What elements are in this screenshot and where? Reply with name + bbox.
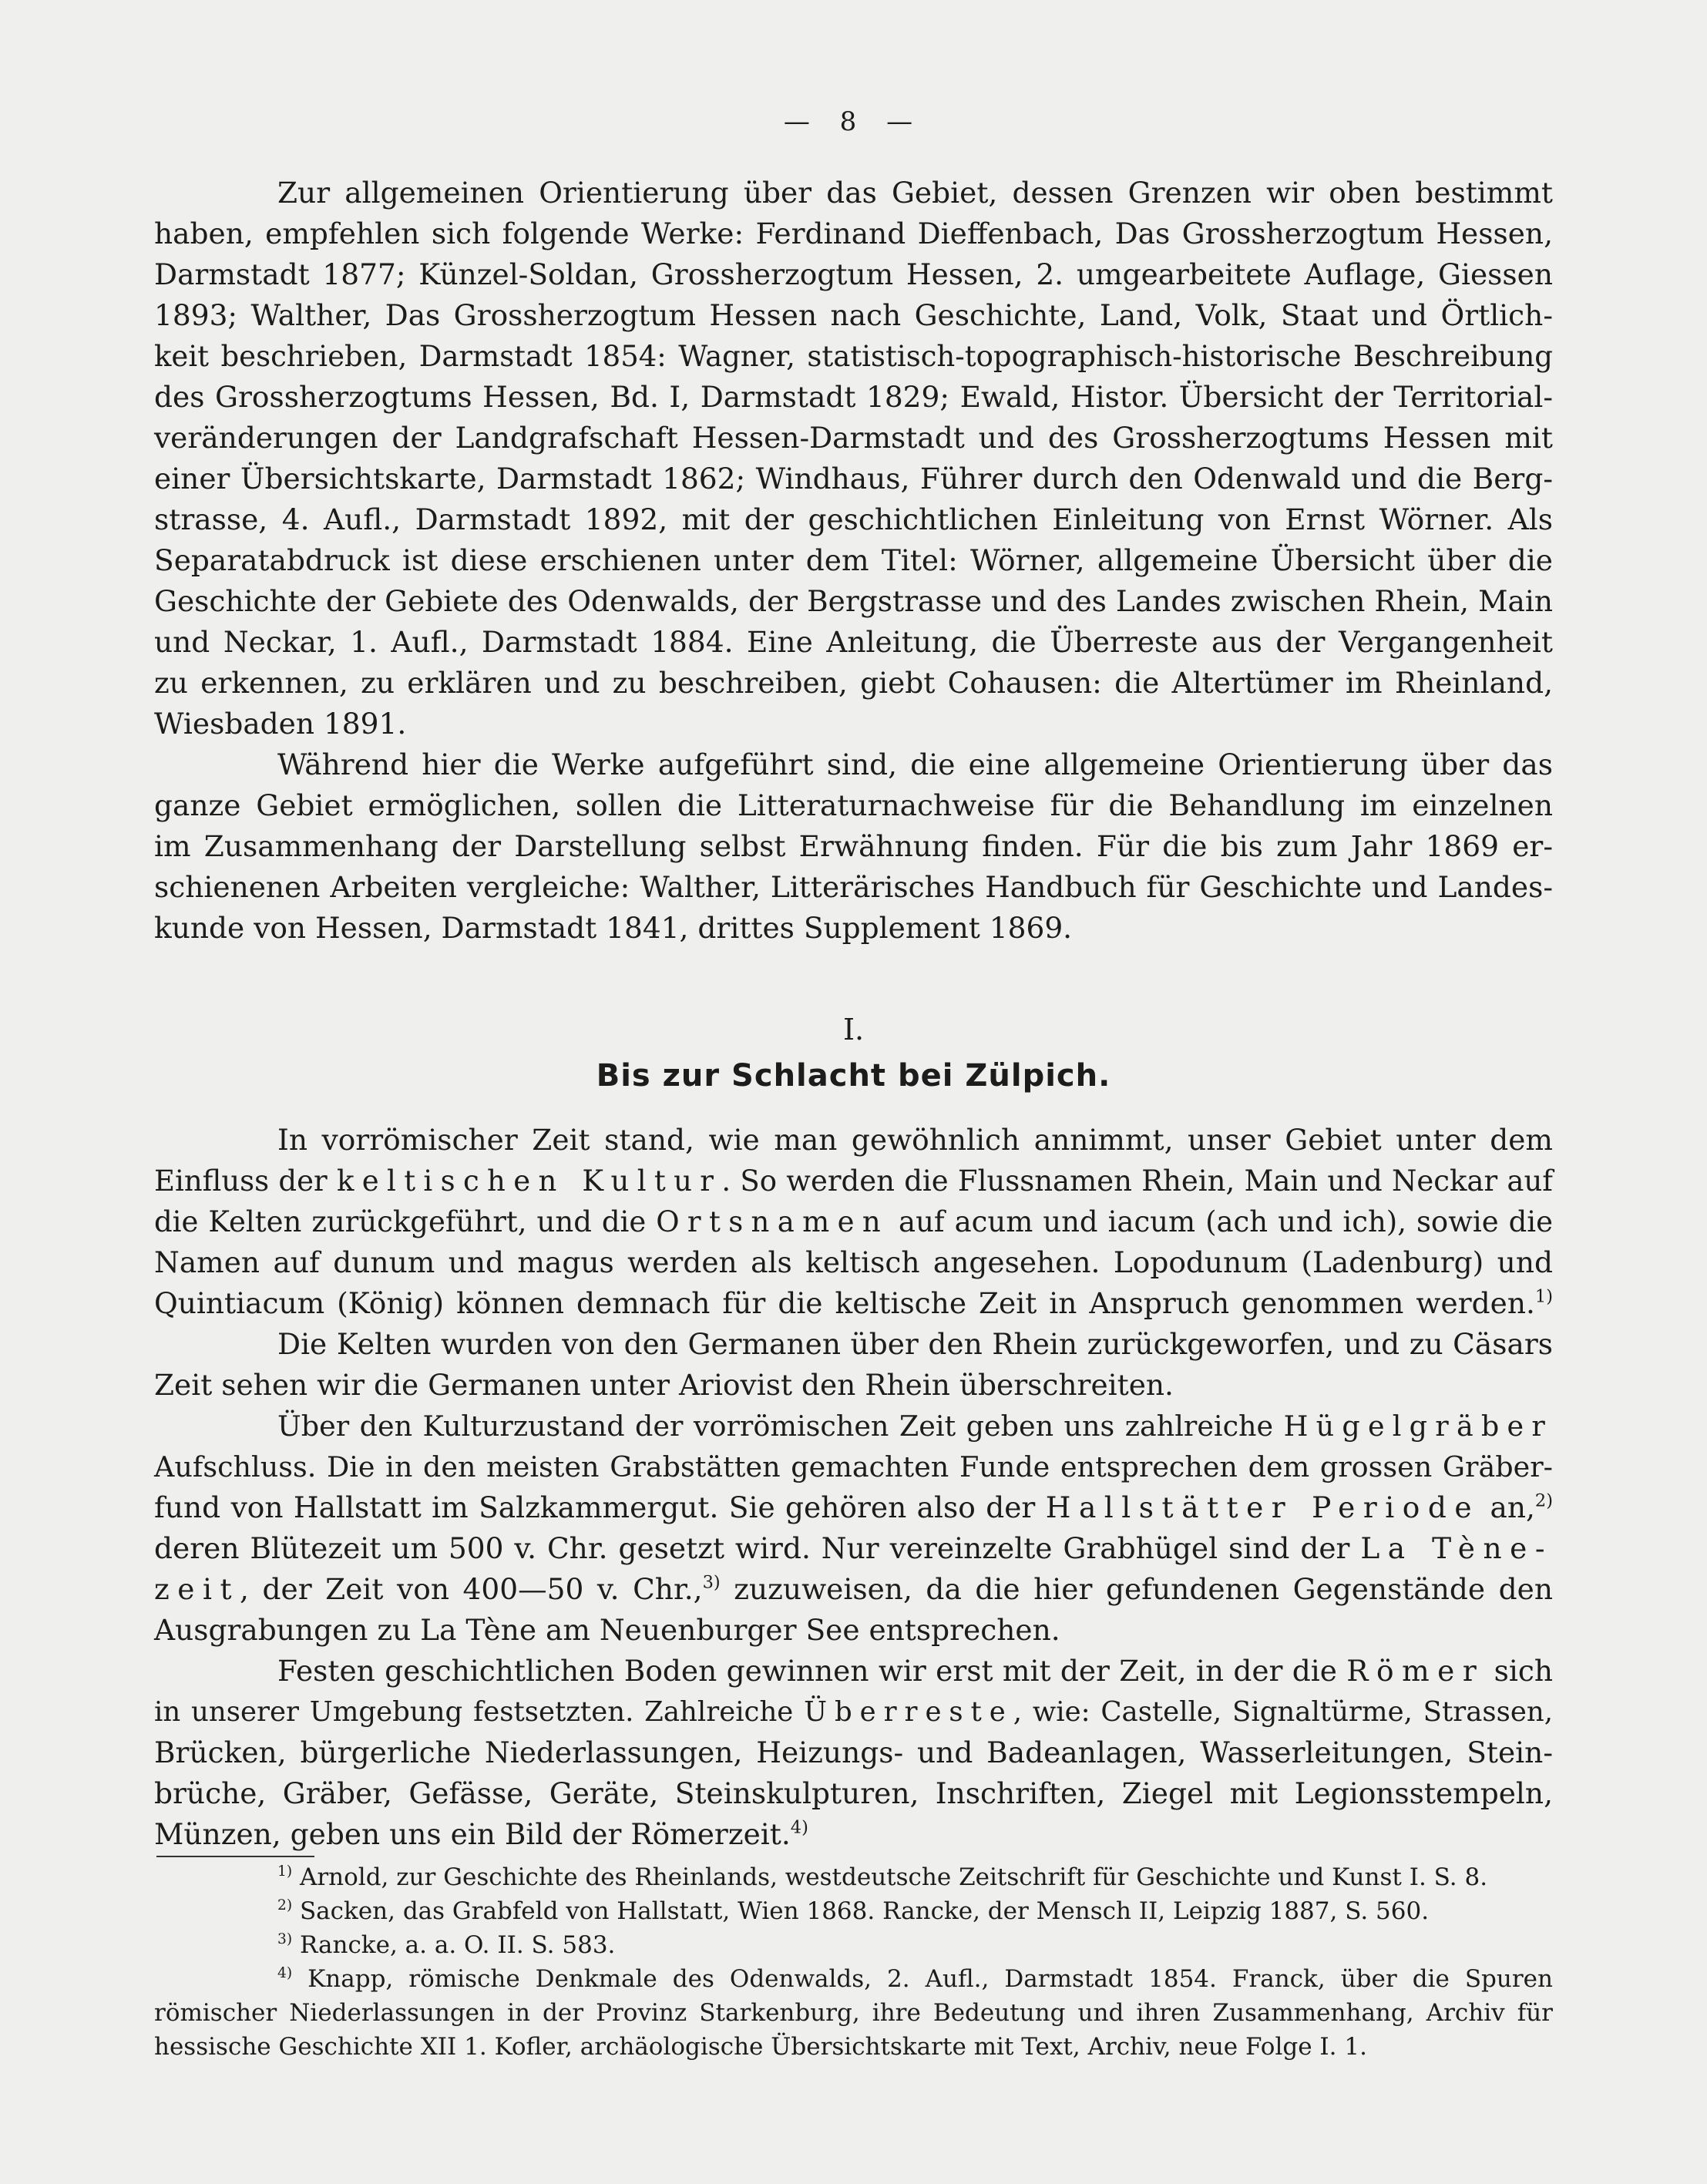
- page-number: — 8 —: [783, 106, 924, 137]
- text-line: veränderungen der Landgrafschaft Hessen-Darmstadt und des Grossherzogtums Hessen mit: [154, 421, 1553, 455]
- text-line: die Kelten zurückgeführt, und die Ortsnamen auf acum und iacum (ach und ich), sowie die: [154, 1205, 1553, 1238]
- body-text: [154, 1120, 1553, 1855]
- text-line: keit beschrieben, Darmstadt 1854: Wagner, statistisch-topographisch-historische Beschreibung: [154, 340, 1553, 373]
- text-line: schienenen Arbeiten vergleiche: Walther, Litterärisches Handbuch für Geschichte und Landes-: [154, 870, 1553, 904]
- text-line: Die Kelten wurden von den Germanen über den Rhein zurückgeworfen, und zu Cäsars: [277, 1327, 1553, 1361]
- footnote-ref[interactable]: 4): [790, 1817, 808, 1838]
- footnotes: [154, 1860, 1553, 2064]
- text-line: Brücken, bürgerliche Niederlassungen, Heizungs- und Badeanlagen, Wasserleitungen, Stein-: [154, 1735, 1553, 1769]
- text-line: Quintiacum (König) können demnach für die keltische Zeit in Anspruch genommen werden.$^{1)}$: [154, 1286, 1553, 1320]
- text-line: Während hier die Werke aufgeführt sind, die eine allgemeine Orientierung über das: [277, 748, 1553, 781]
- footnote-4-cont: hessische Geschichte XII 1. Kofler, archäologische Übersichtskarte mit Text, Archiv, neue Folge I. 1.: [154, 2033, 1367, 2061]
- text-line: In vorrömischer Zeit stand, wie man gewöhnlich annimmt, unser Gebiet unter dem: [277, 1123, 1553, 1157]
- text-line: im Zusammenhang der Darstellung selbst Erwähnung finden. Für die bis zum Jahr 1869 er-: [154, 829, 1553, 863]
- spaced-term: Hallstätter Periode: [1045, 1490, 1480, 1524]
- text-line: Wiesbaden 1891.: [154, 707, 407, 741]
- spaced-term: keltischen Kultur: [336, 1164, 722, 1198]
- section-number: I.: [842, 1013, 865, 1047]
- text-line: kunde von Hessen, Darmstadt 1841, drittes Supplement 1869.: [154, 911, 1073, 945]
- spaced-term: Römer: [1346, 1654, 1485, 1688]
- text-line: Einfluss der keltischen Kultur. So werden die Flussnamen Rhein, Main und Neckar auf: [154, 1164, 1553, 1198]
- text-line: Münzen, geben uns ein Bild der Römerzeit.$^{4)}$: [154, 1817, 808, 1851]
- footnote-2: $^{2)}$ Sacken, das Grabfeld von Hallstatt, Wien 1868. Rancke, der Mensch II, Leipzig 1887, S. 560.: [277, 1897, 1430, 1925]
- text-line: ganze Gebiet ermöglichen, sollen die Litteraturnachweise für die Behandlung im einzelnen: [154, 788, 1553, 822]
- footnote-4-cont: römischer Niederlassungen in der Provinz Starkenburg, ihre Bedeutung und ihren Zusammenhang, Archiv für: [154, 1999, 1553, 2027]
- spaced-term: Ortsnamen: [656, 1205, 889, 1238]
- section-title: Bis zur Schlacht bei Zülpich.: [596, 1058, 1111, 1094]
- footnote-4: $^{4)}$ Knapp, römische Denkmale des Odenwalds, 2. Aufl., Darmstadt 1854. Franck, über die Spuren: [277, 1964, 1553, 1993]
- text-line: Geschichte der Gebiete des Odenwalds, der Bergstrasse und des Landes zwischen Rhein, Main: [154, 584, 1553, 618]
- intro-bibliography: [154, 173, 1553, 949]
- text-line: Über den Kulturzustand der vorrömischen Zeit geben uns zahlreiche Hügelgräber: [277, 1410, 1553, 1443]
- text-line: Zur allgemeinen Orientierung über das Gebiet, dessen Grenzen wir oben bestimmt: [277, 176, 1553, 210]
- text-line: Namen auf dunum und magus werden als keltisch angesehen. Lopodunum (Ladenburg) und: [154, 1245, 1553, 1279]
- text-line: deren Blütezeit um 500 v. Chr. gesetzt wird. Nur vereinzelte Grabhügel sind der La Tène-: [154, 1531, 1553, 1565]
- text-line: des Grossherzogtums Hessen, Bd. I, Darmstadt 1829; Ewald, Histor. Übersicht der Territorial-: [154, 380, 1553, 414]
- footnote-1: $^{1)}$ Arnold, zur Geschichte des Rheinlands, westdeutsche Zeitschrift für Geschichte und Kunst I. S. 8.: [277, 1863, 1488, 1891]
- footnote-ref[interactable]: 1): [1534, 1286, 1553, 1307]
- text-line: zeit, der Zeit von 400—50 v. Chr.,$^{3)}$ zuzuweisen, da die hier gefundenen Gegenstände den: [154, 1572, 1554, 1606]
- footnote-ref[interactable]: 2): [1534, 1490, 1553, 1511]
- text-line: Ausgrabungen zu La Tène am Neuenburger See entsprechen.: [154, 1613, 1060, 1647]
- spaced-term: Überreste: [804, 1696, 1013, 1728]
- footnote-3: $^{3)}$ Rancke, a. a. O. II. S. 583.: [277, 1930, 616, 1959]
- text-line: und Neckar, 1. Aufl., Darmstadt 1884. Eine Anleitung, die Überreste aus der Vergangenheit: [154, 625, 1553, 659]
- text-line: brüche, Gräber, Gefässe, Geräte, Steinskulpturen, Inschriften, Ziegel mit Legionsstempeln,: [154, 1776, 1553, 1810]
- spaced-term: Hügelgräber: [1283, 1410, 1553, 1443]
- footnote-ref[interactable]: 3): [702, 1572, 721, 1593]
- spaced-term: La Tène-: [1360, 1531, 1553, 1565]
- text-line: fund von Hallstatt im Salzkammergut. Sie gehören also der Hallstätter Periode an,$^{2)}$: [154, 1490, 1553, 1524]
- text-line: in unserer Umgebung festsetzten. Zahlreiche Überreste, wie: Castelle, Signaltürme, Strassen,: [154, 1696, 1553, 1728]
- text-line: Darmstadt 1877; Künzel-Soldan, Grossherzogtum Hessen, 2. umgearbeitete Auflage, Giessen: [154, 257, 1553, 291]
- text-line: haben, empfehlen sich folgende Werke: Ferdinand Dieffenbach, Das Grossherzogtum Hessen,: [154, 217, 1553, 250]
- text-line: Festen geschichtlichen Boden gewinnen wir erst mit der Zeit, in der die Römer sich: [277, 1654, 1554, 1688]
- text-line: Zeit sehen wir die Germanen unter Ariovist den Rhein überschreiten.: [154, 1368, 1174, 1402]
- text-line: Aufschluss. Die in den meisten Grabstätten gemachten Funde entsprechen dem grossen Gräber-: [154, 1450, 1553, 1483]
- footnote-divider: [156, 1856, 314, 1857]
- text-line: 1893; Walther, Das Grossherzogtum Hessen nach Geschichte, Land, Volk, Staat und Örtlich-: [154, 298, 1553, 332]
- spaced-term: zeit: [154, 1572, 240, 1606]
- text-line: strasse, 4. Aufl., Darmstadt 1892, mit der geschichtlichen Einleitung von Ernst Wörner. Als: [154, 502, 1553, 536]
- text-line: Separatabdruck ist diese erschienen unter dem Titel: Wörner, allgemeine Übersicht über die: [154, 543, 1553, 577]
- text-line: zu erkennen, zu erklären und zu beschreiben, giebt Cohausen: die Altertümer im Rheinland,: [154, 666, 1553, 700]
- text-line: einer Übersichtskarte, Darmstadt 1862; Windhaus, Führer durch den Odenwald und die Berg-: [154, 462, 1553, 496]
